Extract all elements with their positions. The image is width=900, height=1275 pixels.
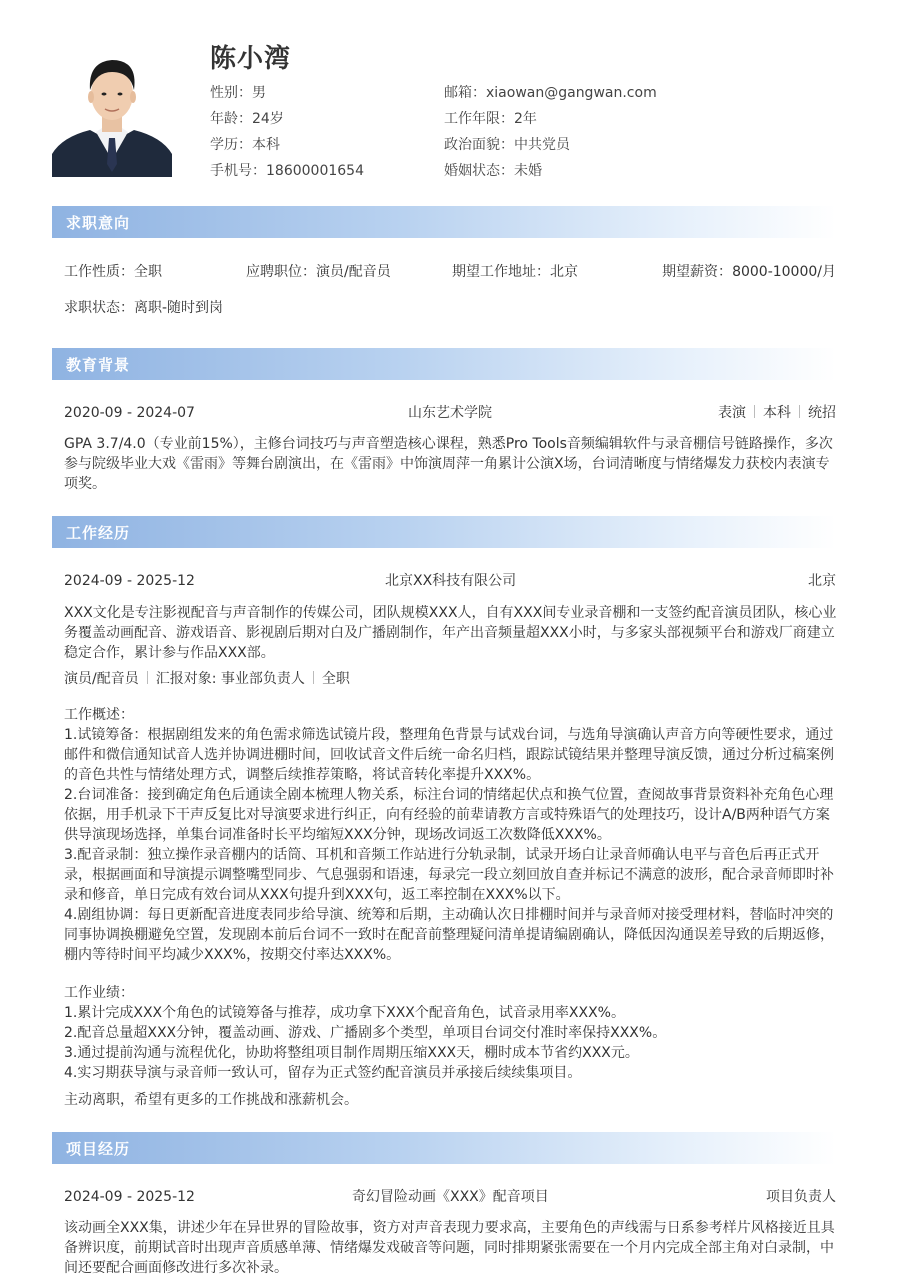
phone-label: 手机号：: [210, 163, 266, 179]
gender-value: 男: [252, 85, 266, 101]
section-header-education: [52, 348, 836, 380]
info-email: [444, 83, 657, 103]
years-value: 2年: [514, 111, 537, 127]
avatar-portrait: [52, 42, 172, 177]
work-city: 北京: [808, 573, 836, 589]
work-report: 汇报对象: 事业部负责人: [155, 671, 305, 687]
intent-salary-value: 8000-10000/月: [732, 264, 836, 280]
intent-type: [64, 262, 162, 282]
edu-label: 学历：: [210, 137, 252, 153]
politics-label: 政治面貌：: [444, 137, 514, 153]
education-degree: 本科: [763, 405, 791, 421]
education-type: 统招: [808, 405, 836, 421]
section-title: 教育背景: [66, 356, 131, 374]
work-company: 北京XX科技有限公司: [385, 573, 517, 589]
intent-type-value: 全职: [134, 264, 162, 280]
work-overview-item: 2.台词准备：接到确定角色后通读全剧本梳理人物关系，标注台词的情绪起伏点和换气位置，查阅故事背景资料补充角色心理依据，用手机录下干声反复比对导演要求进行纠正，向有经验的前辈请教方言或特殊语气的处理技巧，设计A/B两种语气方案供导演现场选择，单集台词准备时长平均缩短XXX分钟，现场改词返工次数降低XXX%。: [64, 787, 834, 843]
age-label: 年龄：: [210, 111, 252, 127]
email-value[interactable]: xiaowan@gangwan.com: [486, 85, 657, 101]
edu-value: 本科: [252, 137, 280, 153]
section-title: 求职意向: [66, 214, 131, 232]
work-overview-item: 1.试镜筹备：根据剧组发来的角色需求筛选试镜片段，整理角色背景与试戏台词，与选角导演确认声音方向等硬性要求，通过邮件和微信通知试音人选并协调进棚时间，回收试音文件后统一命名归档，跟踪试镜结果并整理导演反馈，通过分析过稿案例的音色共性与情绪处理方式，调整后续推荐策略，将试音转化率提升XXX%。: [64, 727, 834, 783]
separator: [147, 671, 148, 684]
intent-status-value: 离职-随时到岗: [134, 300, 224, 316]
candidate-name: 陈小湾: [210, 44, 292, 74]
intent-location-value: 北京: [550, 264, 578, 280]
info-gender: [210, 83, 266, 103]
info-phone: [210, 161, 364, 181]
separator: [754, 405, 755, 418]
work-achievements-title: 工作业绩：: [64, 985, 134, 1001]
email-label: 邮箱：: [444, 85, 486, 101]
work-achievement-item: 3.通过提前沟通与流程优化，协助将整组项目制作周期压缩XXX天，棚时成本节省约XXX元。: [64, 1045, 639, 1061]
project-name: 奇幻冒险动画《XXX》配音项目: [352, 1189, 549, 1205]
education-date: 2020-09 - 2024-07: [64, 405, 195, 421]
profile-photo: [52, 42, 172, 177]
project-date: 2024-09 - 2025-12: [64, 1189, 195, 1205]
work-achievement-item: 2.配音总量超XXX分钟，覆盖动画、游戏、广播剧多个类型，单项目台词交付准时率保持XXX%。: [64, 1025, 667, 1041]
age-value: 24岁: [252, 111, 284, 127]
education-school: 山东艺术学院: [408, 405, 492, 421]
gender-label: 性别：: [210, 85, 252, 101]
info-education: [210, 135, 280, 155]
info-politics: [444, 135, 570, 155]
intent-status-label: 求职状态：: [64, 300, 134, 316]
section-title: 工作经历: [66, 524, 131, 542]
section-header-project: [52, 1132, 836, 1164]
work-achievement-item: 1.累计完成XXX个角色的试镜筹备与推荐，成功拿下XXX个配音角色，试音录用率XXX%。: [64, 1005, 625, 1021]
phone-value: 18600001654: [266, 163, 364, 179]
intent-type-label: 工作性质：: [64, 264, 134, 280]
project-role: 项目负责人: [766, 1189, 836, 1205]
work-overview-item: 3.配音录制：独立操作录音棚内的话筒、耳机和音频工作站进行分轨录制，试录开场白让录音师确认电平与音色后再正式开录，根据画面和导演提示调整嘴型同步、气息强弱和语速，每录完一段立刻回放自查并标记不满意的波形，配合录音师即时补录和修音，单日完成有效台词从XXX句提升到XXX句，返工率控制在XXX%以下。: [64, 847, 834, 903]
intent-salary-label: 期望薪资：: [662, 264, 733, 280]
intent-position-value: 演员/配音员: [316, 264, 391, 280]
info-years: [444, 109, 537, 129]
work-company-intro: XXX文化是专注影视配音与声音制作的传媒公司，团队规模XXX人，自有XXX间专业录音棚和一支签约配音演员团队，核心业务覆盖动画配音、游戏语音、影视剧后期对白及广播剧制作，年产出音频量超XXX小时，与多家头部视频平台和游戏厂商建立稳定合作，累计参与作品XXX部。: [64, 605, 837, 661]
section-header-work: [52, 516, 836, 548]
info-age: [210, 109, 284, 129]
section-header-intent: [52, 206, 836, 238]
intent-position: [246, 262, 391, 282]
intent-location-label: 期望工作地址：: [452, 264, 550, 280]
years-label: 工作年限：: [444, 111, 514, 127]
marital-value: 未婚: [514, 163, 542, 179]
work-role-row: [64, 669, 836, 689]
separator: [313, 671, 314, 684]
info-marital: [444, 161, 542, 181]
work-overview: [64, 705, 838, 965]
intent-position-label: 应聘职位：: [246, 264, 316, 280]
work-achievement-item: 4.实习期获导演与录音师一致认可，留存为正式签约配音演员并承接后续续集项目。: [64, 1065, 582, 1081]
education-major: 表演: [718, 405, 746, 421]
intent-salary: [662, 262, 836, 282]
project-description: 该动画全XXX集，讲述少年在异世界的冒险故事，资方对声音表现力要求高，主要角色的声线需与日系参考样片风格接近且具备辨识度，前期试音时出现声音质感单薄、情绪爆发戏破音等问题，同时排期紧张需要在一个月内完成全部主角对白录制，中间还要配合画面修改进行多次补录。: [64, 1220, 835, 1275]
work-leave-reason: 主动离职，希望有更多的工作挑战和涨薪机会。: [64, 1092, 358, 1108]
intent-row-2: [64, 298, 836, 318]
work-overview-item: 4.剧组协调：每日更新配音进度表同步给导演、统筹和后期，主动确认次日排棚时间并与录音师对接受理材料，替临时冲突的同事协调换棚避免空置，发现剧本前后台词不一致时在配音前整理疑问清单提请编剧确认，降低因沟通误差导致的后期返修，棚内等待时间平均减少XXX%，按期交付率达XXX%。: [64, 907, 834, 963]
politics-value: 中共党员: [514, 137, 570, 153]
marital-label: 婚姻状态：: [444, 163, 514, 179]
section-title: 项目经历: [66, 1140, 131, 1158]
work-achievements: [64, 983, 838, 1083]
work-role: 演员/配音员: [64, 671, 139, 687]
work-overview-title: 工作概述：: [64, 707, 134, 723]
education-description: GPA 3.7/4.0（专业前15%），主修台词技巧与声音塑造核心课程，熟悉Pro Tools音频编辑软件与录音棚信号链路操作，多次参与院级毕业大戏《雷雨》等舞台剧演出，在《雷雨》中饰演周萍一角累计公演X场，台词清晰度与情绪爆发力获校内表演专项奖。: [64, 436, 833, 492]
separator: [799, 405, 800, 418]
work-kind: 全职: [321, 671, 350, 687]
intent-location: [452, 262, 578, 282]
education-tags: [718, 403, 836, 423]
work-date: 2024-09 - 2025-12: [64, 573, 195, 589]
